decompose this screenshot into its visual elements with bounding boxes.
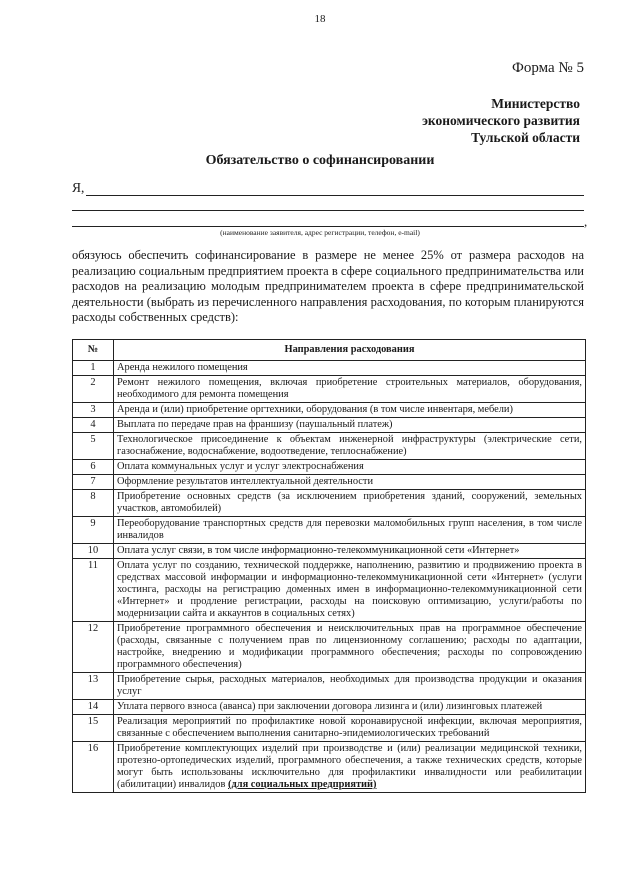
row-direction-text: Оплата услуг связи, в том числе информационно-телекоммуникационной сети «Интернет» (117, 545, 520, 556)
table-row (73, 517, 586, 544)
row-direction-text: Технологическое присоединение к объектам инженерной инфраструктуры (электрические сети, газоснабжение, водоснабжение, водоотведение, теплоснабжение) (117, 434, 582, 457)
table-row (73, 700, 586, 715)
header-num: № (73, 340, 114, 361)
row-number: 13 (73, 673, 114, 700)
table-row (73, 403, 586, 418)
row-direction (114, 622, 586, 673)
row-direction-text: Приобретение основных средств (за исключением приобретения зданий, сооружений, земельных участков, автомобилей) (117, 491, 582, 514)
applicant-label: Я, (72, 180, 85, 195)
row-direction-text: Приобретение комплектующих изделий при производстве и (или) реализации медицинской техники, протезно-ортопедических изделий, программного обеспечения, а также технических средств, которые могут быть использованы исключительно для профилактики инвалидности или реабилитации (абилитации) инвалидов (117, 743, 582, 790)
page-number: 18 (314, 13, 326, 25)
row-direction-text: Ремонт нежилого помещения, включая приобретение строительных материалов, оборудования, необходимого для ремонта помещения (117, 377, 582, 400)
row-direction-text: Реализация мероприятий по профилактике новой коронавирусной инфекции, включая мероприятия, связанные с обеспечением выполнения санитарно-эпидемиологических требований (117, 716, 582, 739)
row-number: 10 (73, 544, 114, 559)
row-number: 9 (73, 517, 114, 544)
row-direction (114, 361, 586, 376)
row-number: 8 (73, 490, 114, 517)
row-number: 2 (73, 376, 114, 403)
directions-table (72, 339, 586, 793)
form-number: Форма № 5 (512, 60, 584, 76)
row-direction-text: Аренда нежилого помещения (117, 362, 248, 373)
table-row (73, 715, 586, 742)
ministry-block (422, 95, 580, 146)
row-direction-note: (для социальных предприятий) (228, 779, 377, 790)
row-direction-text: Переоборудование транспортных средств для перевозки маломобильных групп населения, в том числе инвалидов (117, 518, 582, 541)
row-number: 4 (73, 418, 114, 433)
ministry-line: Министерство (491, 96, 580, 111)
row-number: 6 (73, 460, 114, 475)
row-number: 11 (73, 559, 114, 622)
table-row (73, 376, 586, 403)
row-number: 3 (73, 403, 114, 418)
row-direction (114, 742, 586, 793)
table-row (73, 460, 586, 475)
table-row (73, 742, 586, 793)
row-number: 7 (73, 475, 114, 490)
row-direction-text: Приобретение сырья, расходных материалов, необходимых для производства продукции и оказания услуг (117, 674, 582, 697)
table-row (73, 544, 586, 559)
row-direction-text: Оплата коммунальных услуг и услуг электроснабжения (117, 461, 364, 472)
header-direction: Направления расходования (114, 340, 586, 361)
row-direction (114, 418, 586, 433)
applicant-fill-line (86, 182, 584, 196)
line-comma: , (584, 214, 588, 229)
row-direction (114, 376, 586, 403)
table-row (73, 673, 586, 700)
document-title: Обязательство о софинансировании (205, 153, 435, 168)
applicant-fill-line-2 (72, 210, 584, 211)
row-number: 5 (73, 433, 114, 460)
table-header-row (73, 340, 586, 361)
row-direction-text: Оплата услуг по созданию, технической поддержке, наполнению, развитию и продвижению проекта в средствах массовой информации и информационно-телекоммуникационной сети «Интернет» (услуги хостинга, расходы на регистрацию доменных имен в информационно-телекоммуникационной сети «Интернет» и продление регистрации, расходы на поисковую оптимизацию, услуги/работы по модернизации сайта и аккаунтов в социальных сетях) (117, 560, 582, 619)
row-direction (114, 460, 586, 475)
table-row (73, 622, 586, 673)
ministry-line: экономического развития (422, 113, 580, 128)
applicant-caption: (наименование заявителя, адрес регистрации, телефон, e-mail) (220, 228, 420, 237)
table-row (73, 433, 586, 460)
row-direction (114, 517, 586, 544)
row-direction-text: Приобретение программного обеспечения и неисключительных прав на программное обеспечение (расходы, связанные с получением прав по лицензионному соглашению; расходы по адаптации, настройке, внедрению и модификации программного обеспечения; расходы по сопровождению программного обеспечения) (117, 623, 582, 670)
applicant-line (72, 180, 584, 196)
row-direction-text: Оформление результатов интеллектуальной деятельности (117, 476, 374, 487)
row-direction-text: Уплата первого взноса (аванса) при заключении договора лизинга и (или) лизинговых платежей (117, 701, 543, 712)
row-direction (114, 433, 586, 460)
row-direction (114, 544, 586, 559)
row-direction (114, 673, 586, 700)
row-direction (114, 403, 586, 418)
intro-paragraph: обязуюсь обеспечить софинансирование в размере не менее 25% от размера расходов на реализацию социальным предприятием проекта в сфере социального предпринимательства или расходов на реализацию молодым предпринимателем проекта в сфере предпринимательской деятельности (выбрать из перечисленного направления расходования, по которым планируются расходы собственных средств): (72, 248, 584, 324)
applicant-fill-line-3 (72, 226, 584, 227)
row-number: 15 (73, 715, 114, 742)
row-number: 1 (73, 361, 114, 376)
table-row (73, 475, 586, 490)
row-direction-text: Выплата по передаче прав на франшизу (паушальный платеж) (117, 419, 393, 430)
table-row (73, 418, 586, 433)
ministry-line: Тульской области (471, 130, 580, 145)
row-number: 14 (73, 700, 114, 715)
row-direction (114, 490, 586, 517)
row-number: 12 (73, 622, 114, 673)
table-row (73, 559, 586, 622)
row-direction-text: Аренда и (или) приобретение оргтехники, оборудования (в том числе инвентаря, мебели) (117, 404, 513, 415)
row-direction (114, 475, 586, 490)
table-row (73, 361, 586, 376)
row-direction (114, 559, 586, 622)
row-number: 16 (73, 742, 114, 793)
table-row (73, 490, 586, 517)
row-direction (114, 715, 586, 742)
row-direction (114, 700, 586, 715)
